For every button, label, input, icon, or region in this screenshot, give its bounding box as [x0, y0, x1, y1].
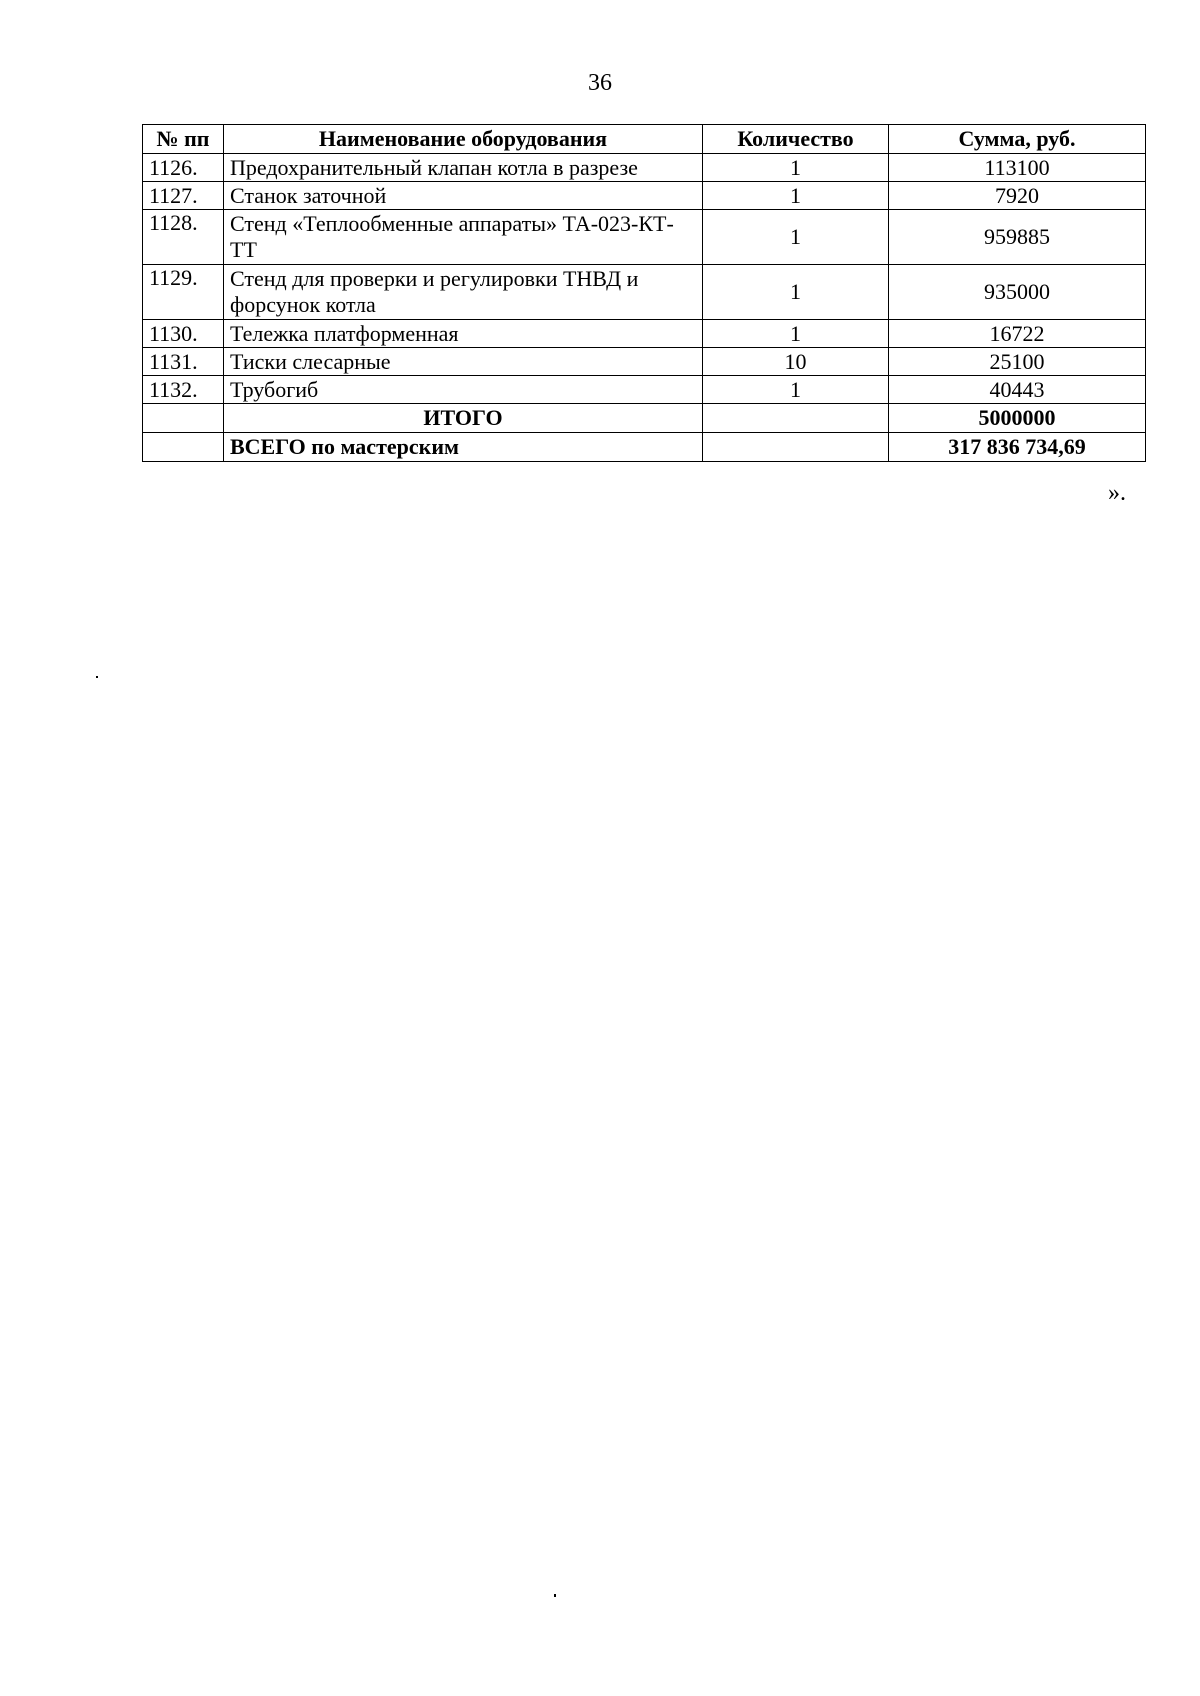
- row-sum: 25100: [889, 348, 1146, 376]
- table-row: [143, 348, 1146, 376]
- total-quantity: [703, 404, 889, 433]
- row-name: Стенд «Теплообменные аппараты» ТА-023-КТ-ТТ: [224, 210, 703, 265]
- row-sum: 959885: [889, 210, 1146, 265]
- grand-total-quantity: [703, 433, 889, 462]
- header-quantity: Количество: [703, 125, 889, 154]
- row-quantity: 1: [703, 320, 889, 348]
- row-quantity: 10: [703, 348, 889, 376]
- table-row: [143, 154, 1146, 182]
- row-quantity: 1: [703, 376, 889, 404]
- row-quantity: 1: [703, 210, 889, 265]
- table-row: [143, 376, 1146, 404]
- row-name: Стенд для проверки и регулировки ТНВД и форсунок котла: [224, 265, 703, 320]
- header-name: Наименование оборудования: [224, 125, 703, 154]
- total-label: ИТОГО: [224, 404, 703, 433]
- scan-speck: [96, 676, 98, 678]
- total-row: [143, 404, 1146, 433]
- table-row: [143, 182, 1146, 210]
- total-sum: 5000000: [889, 404, 1146, 433]
- row-name: Станок заточной: [224, 182, 703, 210]
- table-row: [143, 265, 1146, 320]
- row-number: 1131.: [143, 348, 224, 376]
- page-number: 36: [588, 70, 612, 96]
- row-name: Тележка платформенная: [224, 320, 703, 348]
- table-row: [143, 210, 1146, 265]
- row-sum: 113100: [889, 154, 1146, 182]
- row-number: 1127.: [143, 182, 224, 210]
- grand-total-sum: 317 836 734,69: [889, 433, 1146, 462]
- row-number: 1129.: [143, 265, 224, 320]
- grand-total-label: ВСЕГО по мастерским: [224, 433, 703, 462]
- closing-quote: ».: [1108, 480, 1126, 506]
- header-sum: Сумма, руб.: [889, 125, 1146, 154]
- total-empty-cell: [143, 404, 224, 433]
- row-quantity: 1: [703, 265, 889, 320]
- row-number: 1126.: [143, 154, 224, 182]
- grand-total-row: [143, 433, 1146, 462]
- row-number: 1132.: [143, 376, 224, 404]
- row-sum: 935000: [889, 265, 1146, 320]
- row-number: 1130.: [143, 320, 224, 348]
- row-sum: 16722: [889, 320, 1146, 348]
- row-sum: 7920: [889, 182, 1146, 210]
- row-name: Предохранительный клапан котла в разрезе: [224, 154, 703, 182]
- row-number: 1128.: [143, 210, 224, 265]
- row-quantity: 1: [703, 182, 889, 210]
- header-number: № пп: [143, 125, 224, 154]
- row-sum: 40443: [889, 376, 1146, 404]
- row-name: Трубогиб: [224, 376, 703, 404]
- equipment-table: [142, 124, 1146, 462]
- row-name: Тиски слесарные: [224, 348, 703, 376]
- table-header-row: [143, 125, 1146, 154]
- scan-speck: [554, 1594, 556, 1597]
- grand-total-empty-cell: [143, 433, 224, 462]
- table-row: [143, 320, 1146, 348]
- row-quantity: 1: [703, 154, 889, 182]
